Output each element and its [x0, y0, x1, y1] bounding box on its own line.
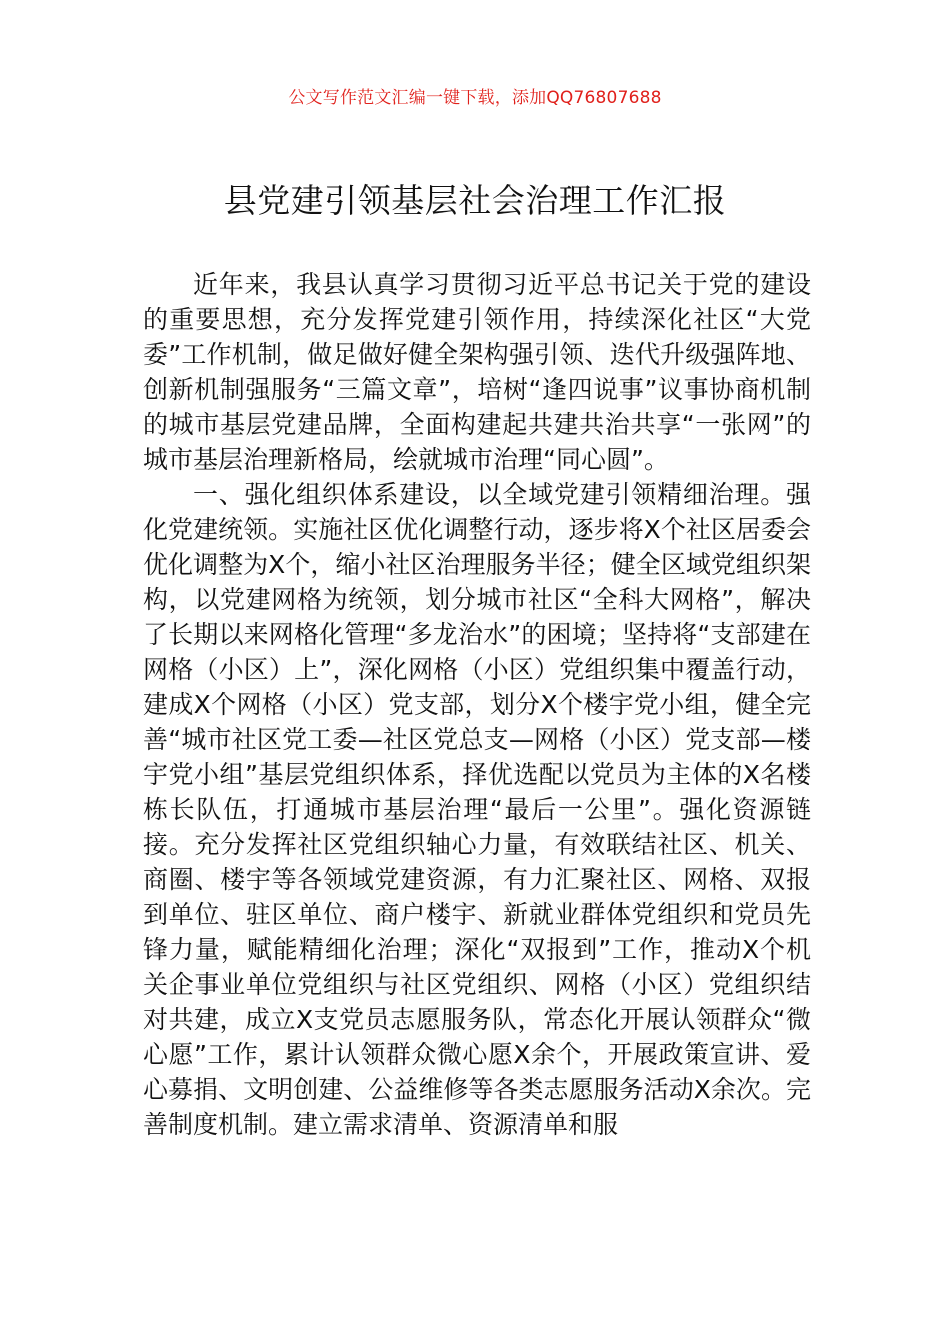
download-banner: 公文写作范文汇编一键下载，添加QQ76807688	[288, 88, 662, 108]
intro-paragraph: 近年来，我县认真学习贯彻习近平总书记关于党的建设的重要思想，充分发挥党建引领作用，持续深化社区“大党委”工作机制，做足做好健全架构强引领、迭代升级强阵地、创新机制强服务“三篇文章”，培树“逢四说事”议事协商机制的城市基层党建品牌，全面构建起共建共治共享“一张网”的城市基层治理新格局，绘就城市治理“同心圆”。	[143, 270, 811, 474]
section-one-paragraph: 一、强化组织体系建设，以全域党建引领精细治理。强化党建统领。实施社区优化调整行动，逐步将X个社区居委会优化调整为X个，缩小社区治理服务半径；健全区域党组织架构，以党建网格为统领，划分城市社区“全科大网格”，解决了长期以来网格化管理“多龙治水”的困境；坚持将“支部建在网格（小区）上”，深化网格（小区）党组织集中覆盖行动，建成X个网格（小区）党支部，划分X个楼宇党小组，健全完善“城市社区党工委—社区党总支—网格（小区）党支部—楼宇党小组”基层党组织体系，择优选配以党员为主体的X名楼栋长队伍，打通城市基层治理“最后一公里”。强化资源链接。充分发挥社区党组织轴心力量，有效联结社区、机关、商圈、楼宇等各领域党建资源，有力汇聚社区、网格、双报到单位、驻区单位、商户楼宇、新就业群体党组织和党员先锋力量，赋能精细化治理；深化“双报到”工作，推动X个机关企事业单位党组织与社区党组织、网格（小区）党组织结对共建，成立X支党员志愿服务队，常态化开展认领群众“微心愿”工作，累计认领群众微心愿X余个，开展政策宣讲、爱心募捐、文明创建、公益维修等各类志愿服务活动X余次。完善制度机制。建立需求清单、资源清单和服	[143, 480, 811, 1139]
document-body	[143, 267, 811, 1142]
document-title: 县党建引领基层社会治理工作汇报	[223, 181, 727, 220]
